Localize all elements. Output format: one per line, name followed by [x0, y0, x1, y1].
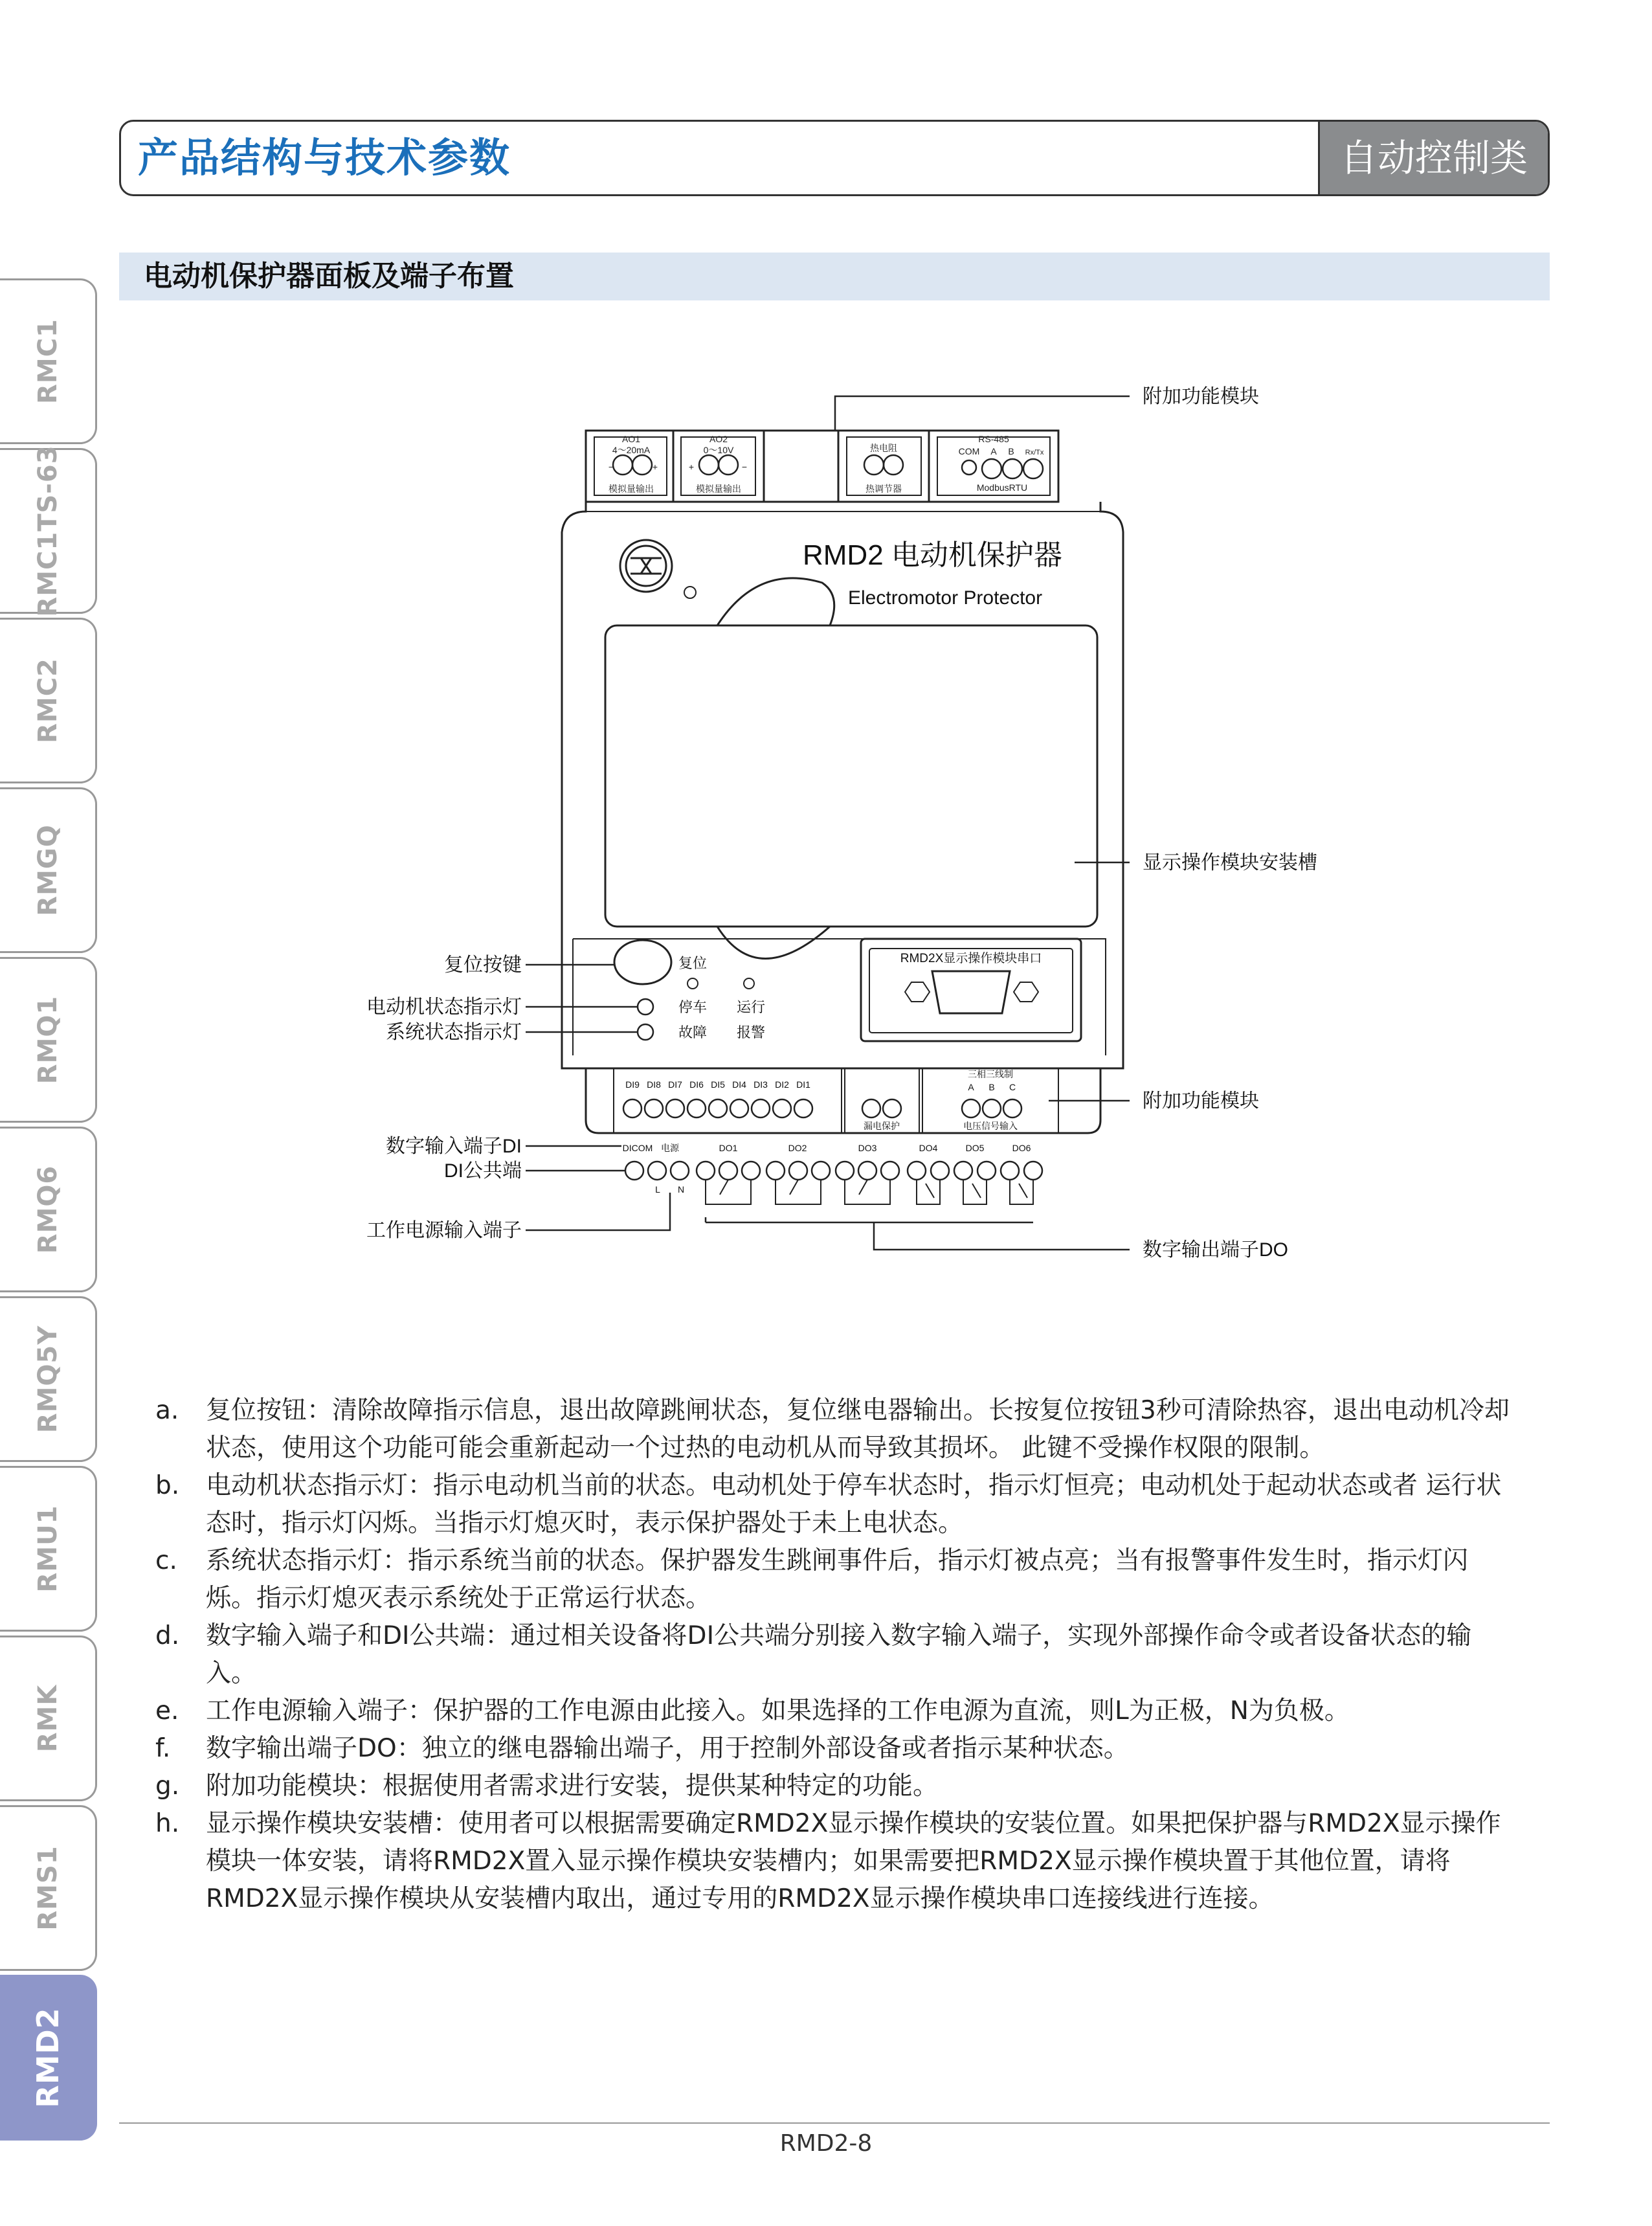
do5-label: DO5 — [965, 1143, 985, 1153]
do1-label: DO1 — [719, 1143, 738, 1153]
callout-lines — [526, 396, 1130, 1250]
section-heading: 电动机保护器面板及端子布置 — [119, 253, 1550, 300]
side-tab-rmgq[interactable]: RMGQ — [0, 787, 97, 953]
thermistor-desc: 热调节器 — [865, 484, 902, 494]
list-item-g: g. 附加功能模块：根据使用者需求进行安装，提供某种特定的功能。 — [155, 1771, 939, 1801]
list-item-e: e. 工作电源输入端子：保护器的工作电源由此接入。如果选择的工作电源为直流，则L为正极，N为负极。 — [155, 1696, 1350, 1726]
leak-protect-label: 漏电保护 — [864, 1121, 900, 1131]
power-label: 电源 — [661, 1143, 679, 1153]
callout-power-input: 工作电源输入端子 — [366, 1220, 522, 1241]
list-item-f: f. 数字输出端子DO：独立的继电器输出端子，用于控制外部设备或者指示某种状态。 — [155, 1734, 1129, 1763]
di1-label: DI1 — [796, 1079, 810, 1090]
do3-label: DO3 — [858, 1143, 877, 1153]
motor-status-led — [638, 999, 653, 1015]
di3-label: DI3 — [753, 1079, 768, 1090]
run-led-indicator — [744, 978, 754, 989]
phase-c-label: C — [1009, 1082, 1016, 1092]
di6-label: DI6 — [689, 1079, 704, 1090]
ao2-plus: + — [688, 462, 695, 472]
callout-motor-led: 电动机状态指示灯 — [366, 996, 522, 1018]
side-tab-rmd2[interactable]: RMD2 — [0, 1975, 97, 2141]
rs485-a: A — [990, 446, 997, 456]
ao1-desc: 模拟量输出 — [608, 484, 654, 494]
phase-b-label: B — [988, 1082, 995, 1092]
brand-logo — [620, 540, 696, 598]
ao2-desc: 模拟量输出 — [696, 484, 741, 494]
phase-a-label: A — [968, 1082, 974, 1092]
ao2-minus: − — [741, 462, 748, 472]
stop-text: 停车 — [678, 999, 708, 1015]
di2-label: DI2 — [775, 1079, 789, 1090]
side-tab-rmc1[interactable]: RMC1 — [0, 278, 97, 444]
reset-text: 复位 — [678, 955, 708, 971]
do4-label: DO4 — [919, 1143, 938, 1153]
rs485-com: COM — [958, 446, 980, 456]
callout-reset-key: 复位按键 — [444, 954, 522, 976]
list-item-a: a. 复位按钮：清除故障指示信息，退出故障跳闸状态，复位继电器输出。长按复位按钮3秒可清除热容，退出电动机冷却状态，使用这个功能可能会重新起动一个过热的电动机从而导致其损坏。 此键不受操作权限的限制。 — [155, 1396, 1510, 1463]
device-name: RMD2 电动机保护器 — [803, 539, 1062, 571]
side-tab-rms1[interactable]: RMS1 — [0, 1805, 97, 1971]
page-header — [119, 120, 1550, 196]
device-diagram — [0, 363, 1652, 1308]
page-title: 产品结构与技术参数 — [138, 134, 511, 181]
device-name-en: Electromotor Protector — [848, 587, 1043, 609]
list-item-h: h. 显示操作模块安装槽：使用者可以根据需要确定RMD2X显示操作模块的安装位置。如果把保护器与RMD2X显示操作模块一体安装，请将RMD2X置入显示操作模块安装槽内；如果需要把RMD2X显示操作模块置于其他位置，请将RMD2X显示操作模块从安装槽内取出，通过专用的RMD2X显示操作模块串口连接线进行连接。 — [155, 1809, 1501, 1913]
list-item-c: c. 系统状态指示灯：指示系统当前的状态。保护器发生跳闸事件后，指示灯被点亮；当有报警事件发生时，指示灯闪烁。指示灯熄灭表示系统处于正常运行状态。 — [155, 1546, 1469, 1613]
do2-label: DO2 — [788, 1143, 807, 1153]
upper-recess — [717, 578, 834, 625]
rs485-rxtx: Rx/Tx — [1025, 449, 1044, 456]
page-number: RMD2-8 — [779, 2130, 873, 2157]
callout-system-led: 系统状态指示灯 — [386, 1022, 522, 1043]
alarm-text: 报警 — [736, 1024, 766, 1040]
run-text: 运行 — [736, 999, 766, 1015]
footer-divider — [119, 2122, 1550, 2124]
side-tab-rmq1[interactable]: RMQ1 — [0, 957, 97, 1123]
voltage-input-label: 电压信号输入 — [963, 1121, 1018, 1131]
di7-label: DI7 — [668, 1079, 682, 1090]
ao1-label: AO1 — [621, 434, 641, 444]
side-tab-rmu1[interactable]: RMU1 — [0, 1466, 97, 1632]
callout-di-common: DI公共端 — [444, 1160, 522, 1182]
ao1-range: 4～20mA — [612, 445, 651, 455]
di5-label: DI5 — [711, 1079, 725, 1090]
ao2-label: AO2 — [709, 434, 728, 444]
bottom-terminal-blocks — [586, 1068, 1100, 1133]
list-item-b: b. 电动机状态指示灯：指示电动机当前的状态。电动机处于停车状态时，指示灯恒亮；电动机处于起动状态或者 运行状态时，指示灯闪烁。当指示灯熄灭时，表示保护器处于未上电状态。 — [155, 1471, 1502, 1538]
callout-addon-top: 附加功能模块 — [1143, 386, 1259, 407]
side-tab-rmc1ts-63[interactable]: RMC1TS-63 — [0, 448, 97, 614]
n-label: N — [677, 1184, 685, 1195]
category-label: 自动控制类 — [1318, 122, 1548, 194]
relay-contacts — [706, 1180, 1033, 1204]
callout-display-slot: 显示操作模块安装槽 — [1143, 852, 1317, 873]
rs485-b: B — [1008, 446, 1014, 456]
callout-do-terminal: 数字输出端子DO — [1143, 1239, 1288, 1261]
rs485-modbus: ModbusRTU — [976, 482, 1028, 493]
description-list — [155, 1392, 1515, 1918]
side-tab-rmq6[interactable]: RMQ6 — [0, 1127, 97, 1292]
di8-label: DI8 — [647, 1079, 661, 1090]
reset-button[interactable] — [614, 940, 671, 984]
l-label: L — [655, 1184, 660, 1195]
display-slot — [605, 625, 1097, 927]
list-item-d: d. 数字输入端子和DI公共端：通过相关设备将DI公共端分别接入数字输入端子，实现外部操作命令或者设备状态的输入。 — [155, 1621, 1472, 1688]
dicom-label: DICOM — [622, 1143, 653, 1153]
callout-addon-bottom: 附加功能模块 — [1143, 1090, 1259, 1112]
three-phase-label: 三相三线制 — [968, 1069, 1013, 1079]
rs485-label: RS-485 — [978, 434, 1009, 444]
serial-port-label: RMD2X显示操作模块串口 — [900, 952, 1042, 965]
callout-di-terminal: 数字输入端子DI — [386, 1136, 522, 1157]
thermistor-label: 热电阻 — [870, 443, 897, 453]
ao2-range: 0～10V — [703, 445, 734, 455]
system-status-led — [638, 1024, 653, 1040]
di9-label: DI9 — [625, 1079, 640, 1090]
side-tab-rmk[interactable]: RMK — [0, 1636, 97, 1801]
db9-connector[interactable] — [932, 971, 1010, 1013]
blank-block — [764, 431, 838, 502]
do6-label: DO6 — [1012, 1143, 1031, 1153]
ao1-plus: + — [652, 462, 658, 472]
lower-terminal-row — [625, 1162, 1042, 1180]
stop-led-indicator — [687, 978, 698, 989]
fault-text: 故障 — [678, 1024, 708, 1040]
side-tab-rmc2[interactable]: RMC2 — [0, 618, 97, 783]
lower-recess — [717, 927, 830, 959]
bottom-terminal-screws — [623, 1099, 1021, 1118]
ao1-minus: − — [608, 462, 614, 472]
di4-label: DI4 — [732, 1079, 746, 1090]
top-terminal-screws — [613, 455, 1043, 478]
side-tab-rmq5y[interactable]: RMQ5Y — [0, 1296, 97, 1462]
